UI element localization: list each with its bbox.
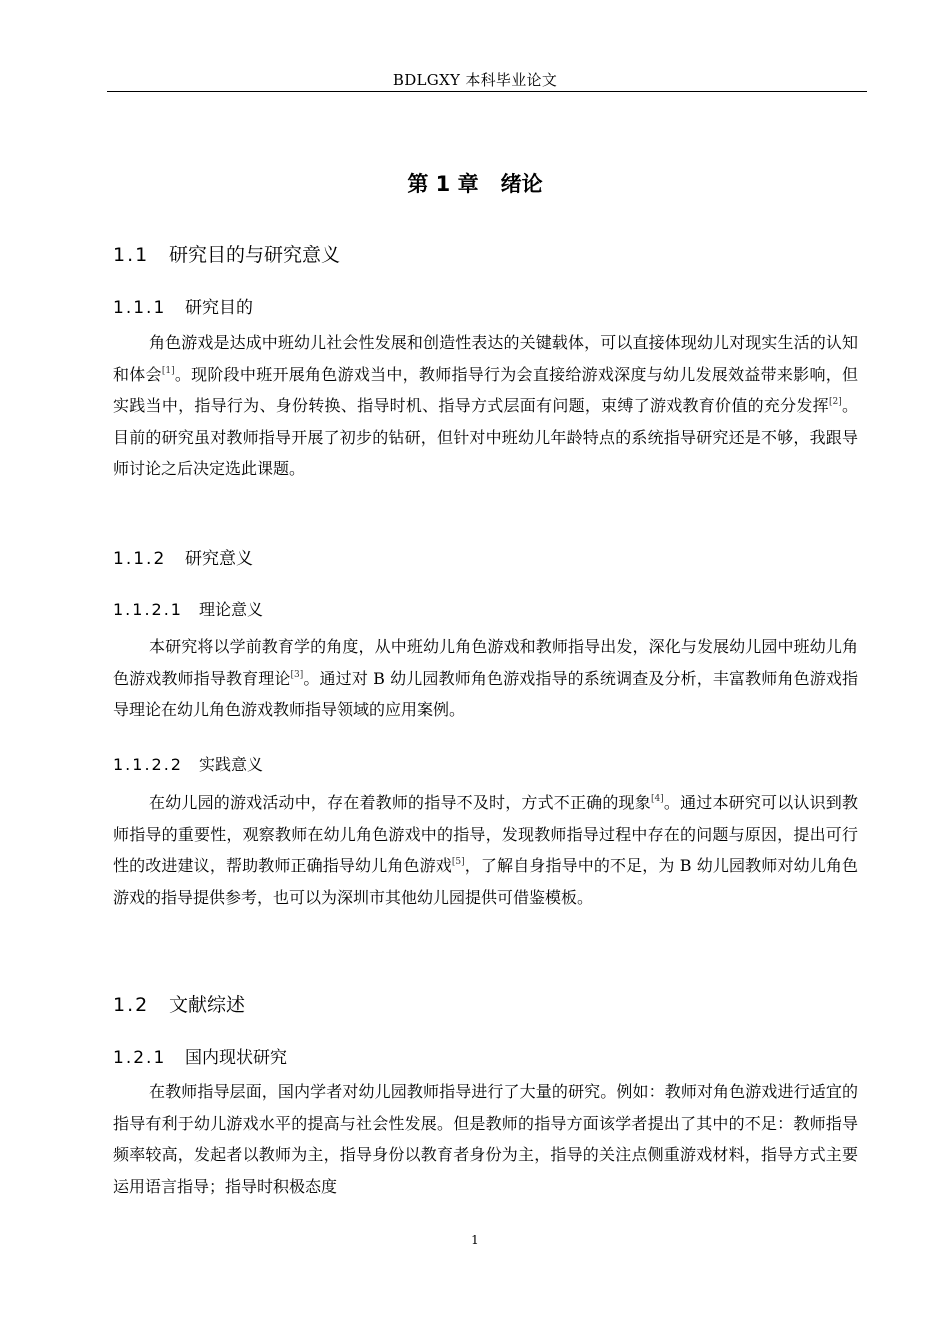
section-title: 研究目的与研究意义 <box>169 244 341 266</box>
running-header: BDLGXY 本科毕业论文 <box>392 71 558 89</box>
citation-ref: [2] <box>828 397 842 408</box>
section-number: 1.1.1 <box>113 298 167 318</box>
section-heading-1-1 <box>113 240 340 267</box>
section-heading-1-1-1 <box>113 293 253 318</box>
section-title: 研究意义 <box>185 549 253 569</box>
chapter-title: 绪论 <box>500 172 543 196</box>
section-number: 1.1 <box>113 244 150 266</box>
citation-ref: [1] <box>161 365 175 376</box>
text-run: 。通过本研究可以认识到教师指导的重要性，观察教师在幼儿角色游戏中的指导，发现教师指导过程中存在的问题与原因，提出可行性的改进建议，帮助教师正确指导幼儿角色游戏 <box>113 793 858 876</box>
page-number: 1 <box>471 1233 479 1247</box>
paragraph-domestic-research <box>113 1076 858 1202</box>
text-run: ，了解自身指导中的不足，为 B 幼儿园教师对幼儿角色游戏的指导提供参考，也可以为深圳市其他幼儿园提供可借鉴模板。 <box>113 856 858 907</box>
section-heading-1-1-2-2 <box>113 752 263 775</box>
section-heading-1-2-1 <box>113 1043 287 1068</box>
section-title: 国内现状研究 <box>185 1048 287 1068</box>
text-run: 在幼儿园的游戏活动中，存在着教师的指导不及时，方式不正确的现象 <box>149 793 651 812</box>
citation-ref: [5] <box>451 857 465 868</box>
section-number: 1.1.2 <box>113 549 167 569</box>
chapter-heading <box>0 168 950 198</box>
section-heading-1-1-2-1 <box>113 597 263 620</box>
section-number: 1.1.2.1 <box>113 600 183 619</box>
paragraph-research-purpose <box>113 327 858 485</box>
section-heading-1-1-2 <box>113 544 253 569</box>
text-run: 。现阶段中班开展角色游戏当中，教师指导行为会直接给游戏深度与幼儿发展效益带来影响，但实践当中，指导行为、身份转换、指导时机、指导方式层面有问题，束缚了游戏教育价值的充分发挥 <box>113 364 858 416</box>
text-run: 在教师指导层面，国内学者对幼儿园教师指导进行了大量的研究。例如：教师对角色游戏进行适宜的指导有利于幼儿游戏水平的提高与社会性发展。但是教师的指导方面该学者提出了其中的不足：教师指导频率较高，发起者以教师为主，指导身份以教育者身份为主，指导的关注点侧重游戏材料，指导方式主要运用语言指导；指导时积极态度 <box>113 1082 858 1196</box>
text-run: 角色游戏是达成中班幼儿社会性发展和创造性表达的关键载体，可以直接体现幼儿对现实生活的认知和体会 <box>113 333 858 384</box>
section-number: 1.2.1 <box>113 1048 167 1068</box>
paragraph-practical-significance <box>113 787 858 913</box>
section-heading-1-2 <box>113 990 245 1017</box>
header-rule <box>107 91 867 92</box>
text-run: 。通过对 B 幼儿园教师角色游戏指导的系统调查及分析，丰富教师角色游戏指导理论在幼儿角色游戏教师指导领域的应用案例。 <box>113 668 858 720</box>
citation-ref: [4] <box>650 794 664 804</box>
section-title: 理论意义 <box>199 600 264 619</box>
text-run: 本研究将以学前教育学的角度，从中班幼儿角色游戏和教师指导出发，深化与发展幼儿园中班幼儿角色游戏教师指导教育理论 <box>113 637 858 688</box>
section-title: 文献综述 <box>169 994 246 1016</box>
text-run: 。目前的研究虽对教师指导开展了初步的钻研，但针对中班幼儿年龄特点的系统指导研究还是不够，我跟导师讨论之后决定选此课题。 <box>113 396 858 479</box>
section-number: 1.2 <box>113 994 150 1016</box>
chapter-number: 第 1 章 <box>407 172 479 196</box>
paragraph-theoretical-significance <box>113 631 858 726</box>
section-title: 实践意义 <box>199 755 264 774</box>
section-number: 1.1.2.2 <box>113 755 183 774</box>
citation-ref: [3] <box>290 669 304 680</box>
section-title: 研究目的 <box>185 298 253 318</box>
